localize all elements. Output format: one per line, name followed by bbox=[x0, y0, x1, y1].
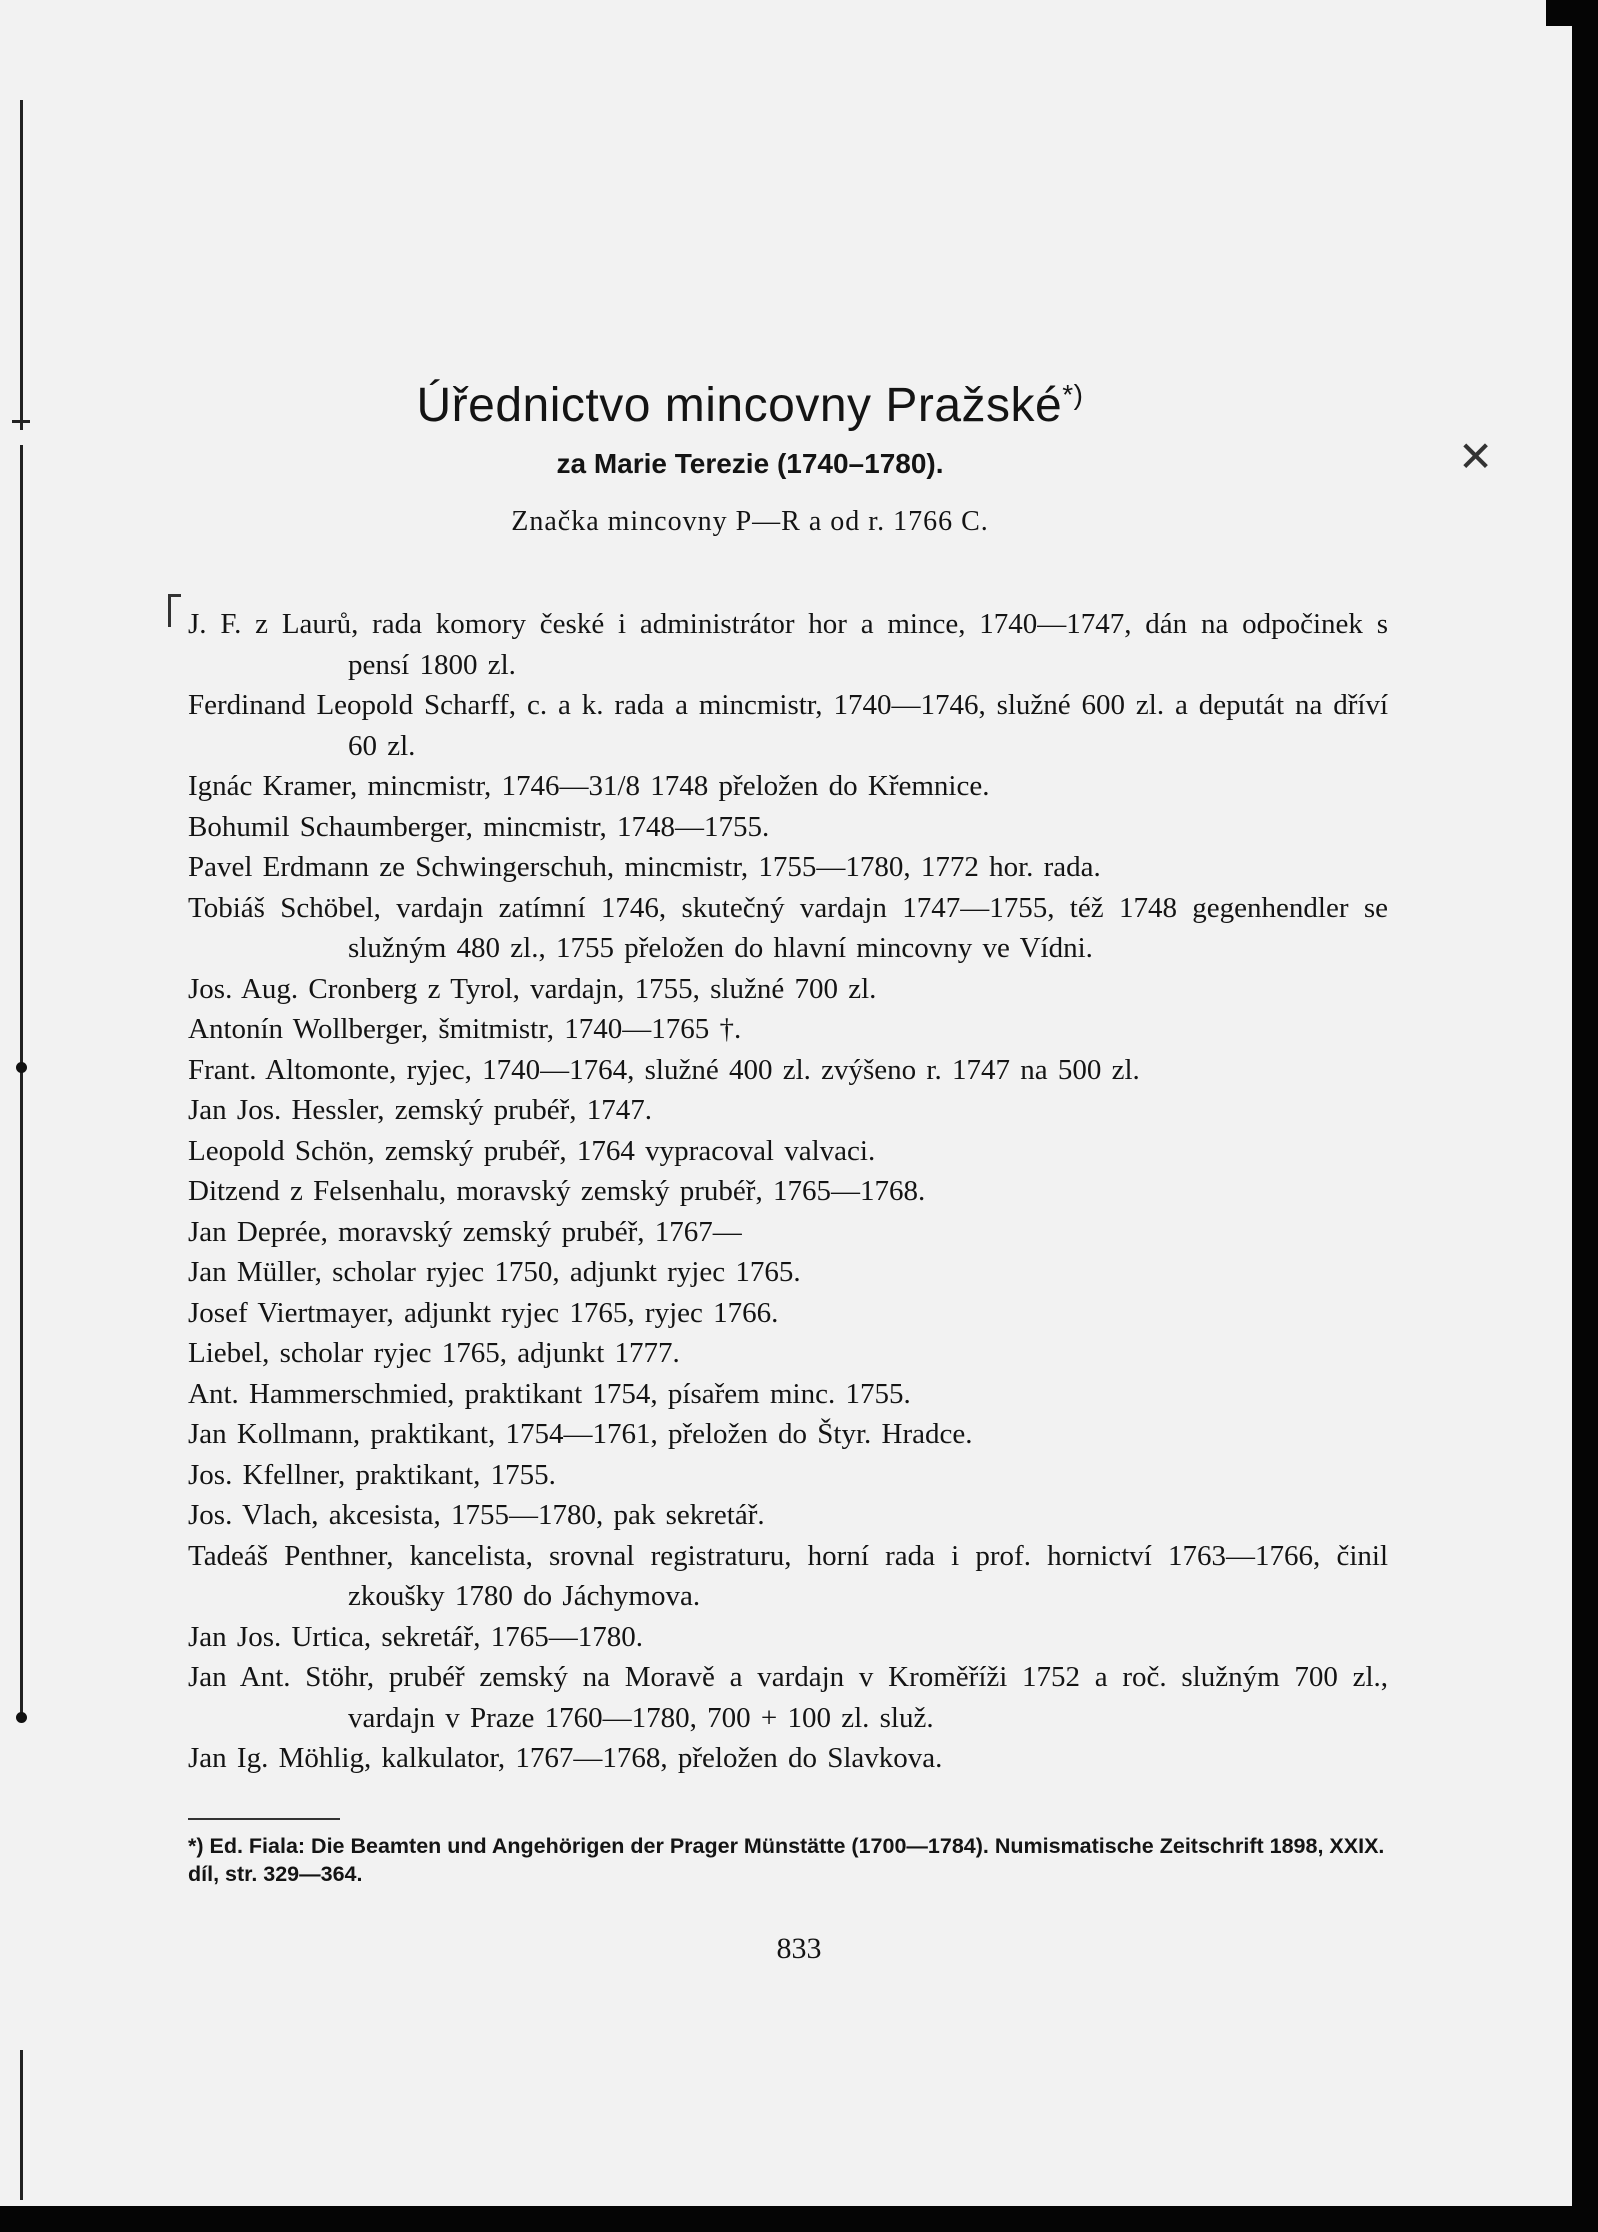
scan-edge-right bbox=[1572, 0, 1598, 2232]
list-item: Pavel Erdmann ze Schwingerschuh, mincmistr, 1755—1780, 1772 hor. rada. bbox=[188, 851, 1101, 883]
list-item: Jos. Kfellner, praktikant, 1755. bbox=[188, 1458, 556, 1491]
list-item: Jan Ant. Stöhr, prubéř zemský na Moravě a vardajn v Kroměříži 1752 a roč. služným 700 zl., vardajn v Praze 1760—1780, 700 + 100 zl. služ. bbox=[188, 1661, 1388, 1734]
list-item: Ditzend z Felsenhalu, moravský zemský prubéř, 1765—1768. bbox=[188, 1175, 926, 1207]
list-item: Tobiáš Schöbel, vardajn zatímní 1746, skutečný vardajn 1747—1755, též 1748 gegenhendler se služným 480 zl., 1755 přeložen do hlavní mincovny ve Vídni. bbox=[188, 891, 1388, 964]
margin-annotation-x: ✕ bbox=[1458, 432, 1494, 481]
page-number: 833 bbox=[776, 1932, 822, 1965]
list-item: Josef Viertmayer, adjunkt ryjec 1765, ryjec 1766. bbox=[188, 1296, 779, 1329]
list-item: Jan Jos. Hessler, zemský prubéř, 1747. bbox=[188, 1094, 653, 1126]
list-item: J. F. z Laurů, rada komory české i administrátor hor a mince, 1740—1747, dán na odpočinek s pensí 1800 zl. bbox=[188, 608, 1388, 681]
page-title bbox=[0, 378, 1500, 433]
footnote-divider bbox=[188, 1818, 340, 1820]
list-item: Frant. Altomonte, ryjec, 1740—1764, služné 400 zl. zvýšeno r. 1747 na 500 zl. bbox=[188, 1053, 1140, 1086]
scan-edge-bottom bbox=[0, 2206, 1598, 2232]
list-item: Jan Deprée, moravský zemský prubéř, 1767— bbox=[188, 1215, 742, 1248]
binding-mark bbox=[16, 1712, 27, 1723]
list-item: Leopold Schön, zemský prubéř, 1764 vypracoval valvaci. bbox=[188, 1134, 876, 1167]
page-title-text: Úřednictvo mincovny Pražské bbox=[416, 379, 1063, 432]
list-item: Jos. Vlach, akcesista, 1755—1780, pak sekretář. bbox=[188, 1499, 765, 1531]
binding-margin-line bbox=[20, 2050, 23, 2200]
official-list bbox=[188, 604, 1388, 1779]
list-item: Antonín Wollberger, šmitmistr, 1740—1765 †. bbox=[188, 1013, 742, 1045]
page-subtitle: za Marie Terezie (1740–1780). bbox=[556, 448, 944, 479]
scan-corner bbox=[1546, 0, 1580, 26]
binding-mark bbox=[16, 1062, 27, 1073]
list-item: Ignác Kramer, mincmistr, 1746—31/8 1748 přeložen do Křemnice. bbox=[188, 770, 990, 802]
list-item: Ferdinand Leopold Scharff, c. a k. rada a mincmistr, 1740—1746, služné 600 zl. a deputát na dříví 60 zl. bbox=[188, 689, 1388, 762]
list-item: Jan Ig. Möhlig, kalkulator, 1767—1768, přeložen do Slavkova. bbox=[188, 1742, 943, 1774]
list-item: Bohumil Schaumberger, mincmistr, 1748—1755. bbox=[188, 810, 770, 843]
list-item: Jos. Aug. Cronberg z Tyrol, vardajn, 1755, služné 700 zl. bbox=[188, 972, 877, 1005]
binding-margin-line bbox=[20, 1080, 23, 1720]
list-item: Jan Jos. Urtica, sekretář, 1765—1780. bbox=[188, 1620, 643, 1653]
list-item: Jan Kollmann, praktikant, 1754—1761, přeložen do Štyr. Hradce. bbox=[188, 1418, 973, 1450]
title-footnote-mark: *) bbox=[1062, 379, 1084, 410]
footnote: *) Ed. Fiala: Die Beamten und Angehörigen der Prager Münstätte (1700—1784). Numismatische Zeitschrift 1898, XXIX. díl, str. 329—364. bbox=[188, 1834, 1385, 1886]
mint-mark-line: Značka mincovny P—R a od r. 1766 C. bbox=[511, 506, 989, 537]
list-item: Jan Müller, scholar ryjec 1750, adjunkt ryjec 1765. bbox=[188, 1256, 801, 1288]
margin-bracket bbox=[168, 594, 181, 627]
list-item: Liebel, scholar ryjec 1765, adjunkt 1777. bbox=[188, 1337, 680, 1369]
list-item: Ant. Hammerschmied, praktikant 1754, písařem minc. 1755. bbox=[188, 1377, 911, 1410]
binding-margin-line bbox=[20, 445, 23, 1085]
list-item: Tadeáš Penthner, kancelista, srovnal registraturu, horní rada i prof. hornictví 1763—1766, činil zkoušky 1780 do Jáchymova. bbox=[188, 1539, 1388, 1612]
